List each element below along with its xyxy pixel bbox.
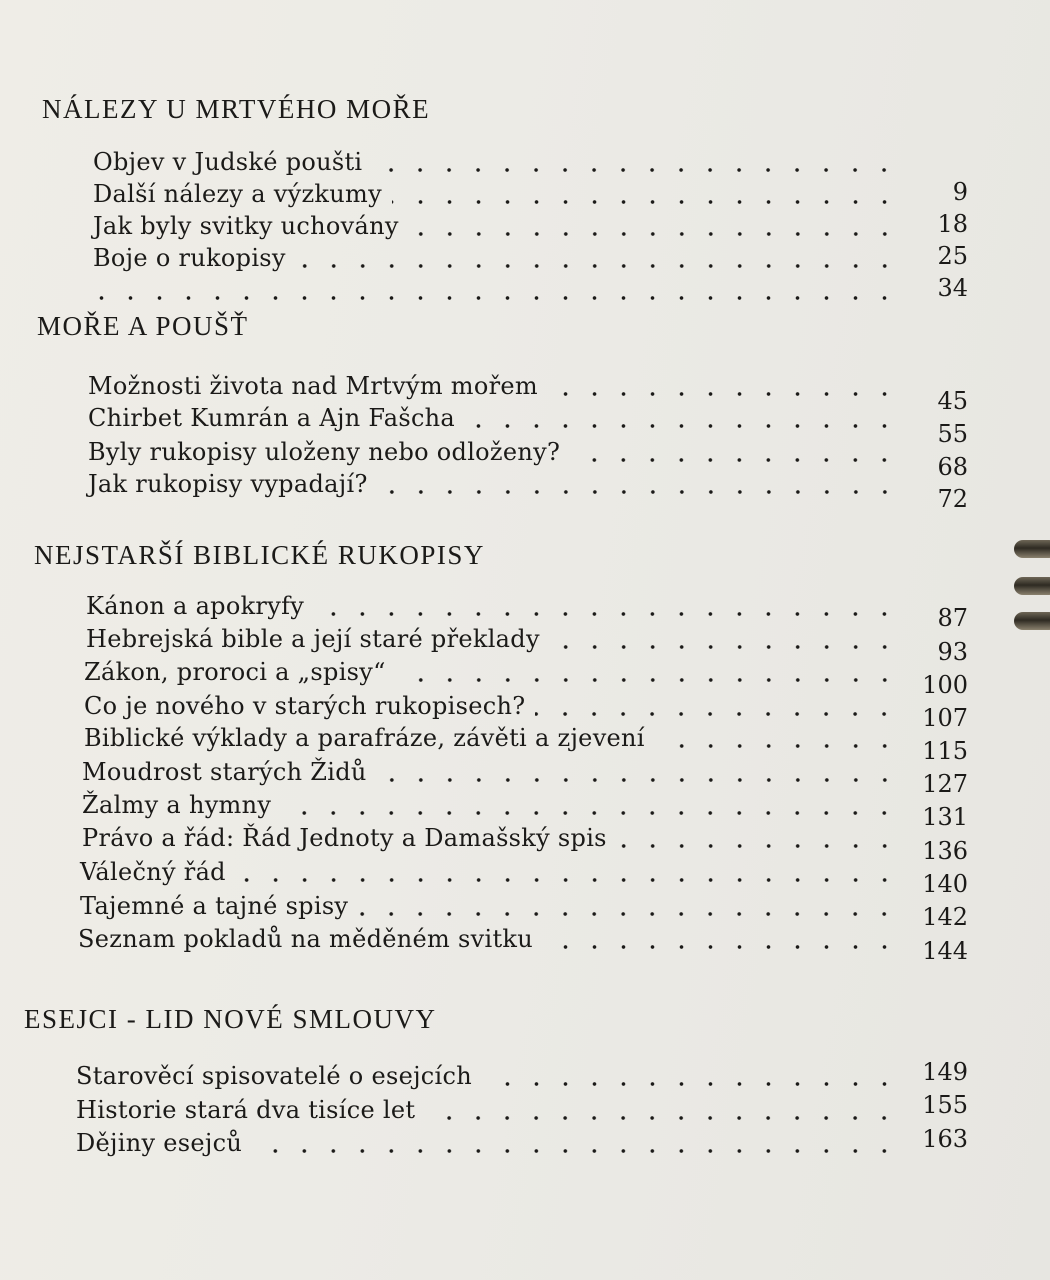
toc-entry[interactable] [82,823,913,853]
page-number: 131 [922,803,968,831]
dot-leader [543,945,899,949]
entry-title: Jak byly svitky uchovány [93,212,399,240]
page-number: 72 [937,485,968,513]
page-number: 140 [922,870,968,898]
dot-leader [236,878,899,882]
page-number: 9 [952,178,968,206]
toc-entry[interactable] [88,437,913,467]
page-number: 144 [922,937,968,965]
page-number: 107 [922,704,968,732]
dot-leader [314,612,899,616]
toc-entry[interactable] [76,1061,913,1091]
toc-entry[interactable] [93,147,913,177]
page-number: 68 [937,453,968,481]
dot-leader [548,392,899,396]
entry-title: Tajemné a tajné spisy [80,892,349,920]
page-number: 34 [937,274,968,302]
toc-entry[interactable] [76,1128,913,1158]
dot-leader [482,1082,899,1086]
toc-entry[interactable] [93,243,913,273]
entry-title: Objev v Judské poušti [93,148,363,176]
section-title: MOŘE A POUŠŤ [37,311,249,341]
dot-leader [550,645,899,649]
entry-title: Moudrost starých Židů [82,758,367,786]
toc-leader-row [93,275,913,305]
page-number: 115 [922,737,968,765]
dot-leader [465,424,899,428]
dot-leader [392,200,899,204]
entry-title: Válečný řád [80,858,226,886]
entry-title: Seznam pokladů na měděném svitku [78,925,533,953]
toc-entry[interactable] [76,1095,913,1125]
entry-title: Co je nového v starých rukopisech? [84,692,526,720]
dot-leader [378,490,899,494]
toc-entry[interactable] [88,371,913,401]
entry-title: Historie stará dva tisíce let [76,1096,416,1124]
section-title: NÁLEZY U MRTVÉHO MOŘE [42,94,431,124]
entry-title: Kánon a apokryfy [86,592,305,620]
toc-entry[interactable] [93,211,913,241]
section-title: NEJSTARŠÍ BIBLICKÉ RUKOPISY [34,540,485,570]
dot-leader [425,1116,899,1120]
dot-leader [617,844,899,848]
dot-leader [655,744,899,748]
toc-entry[interactable] [88,469,913,499]
page-number: 55 [937,420,968,448]
page-number: 163 [922,1125,968,1153]
toc-entry[interactable] [80,857,913,887]
entry-title: Chirbet Kumrán a Ajn Fašcha [88,404,456,432]
page-number: 155 [922,1091,968,1119]
page-number: 93 [937,638,968,666]
page-number: 149 [922,1058,968,1086]
page-number: 25 [937,242,968,270]
section-title: ESEJCI - LID NOVÉ SMLOUVY [24,1004,437,1034]
entry-title: Biblické výklady a parafráze, závěti a zjevení [84,724,645,752]
dot-leader [396,678,899,682]
page-number: 87 [937,604,968,632]
dot-leader [358,912,899,916]
entry-title: Boje o rukopisy [93,244,286,272]
dot-leader [409,232,899,236]
entry-title: Zákon, proroci a „spisy“ [84,658,386,686]
dot-leader [372,168,899,172]
page-number: 127 [922,770,968,798]
toc-entry[interactable] [82,757,913,787]
toc-entry[interactable] [80,891,913,921]
dot-leader [252,1149,899,1153]
dot-leader [377,778,899,782]
dot-leader [93,296,899,300]
toc-entry[interactable] [84,657,913,687]
entry-title: Žalmy a hymny [82,791,272,819]
entry-title: Jak rukopisy vypadají? [88,470,368,498]
entry-title: Hebrejská bible a její staré překlady [86,625,540,653]
entry-title: Právo a řád: Řád Jednoty a Damašský spis [82,824,607,852]
page-number: 18 [937,210,968,238]
dot-leader [535,712,899,716]
toc-entry[interactable] [88,403,913,433]
dot-leader [281,811,899,815]
page-number: 142 [922,903,968,931]
page-number: 136 [922,837,968,865]
entry-title: Další nálezy a výzkumy [93,180,382,208]
toc-entry[interactable] [84,723,913,753]
entry-title: Možnosti života nad Mrtvým mořem [88,372,538,400]
toc-entry[interactable] [93,179,913,209]
toc-entry[interactable] [82,790,913,820]
toc-entry[interactable] [86,624,913,654]
page-number: 45 [937,387,968,415]
toc-entry[interactable] [86,591,913,621]
page-number: 100 [922,671,968,699]
toc-entry[interactable] [78,924,913,954]
entry-title: Byly rukopisy uloženy nebo odloženy? [88,438,561,466]
dot-leader [296,264,899,268]
entry-title: Starověcí spisovatelé o esejcích [76,1062,473,1090]
entry-title: Dějiny esejců [76,1129,243,1157]
dot-leader [570,458,899,462]
toc-entry[interactable] [84,691,913,721]
